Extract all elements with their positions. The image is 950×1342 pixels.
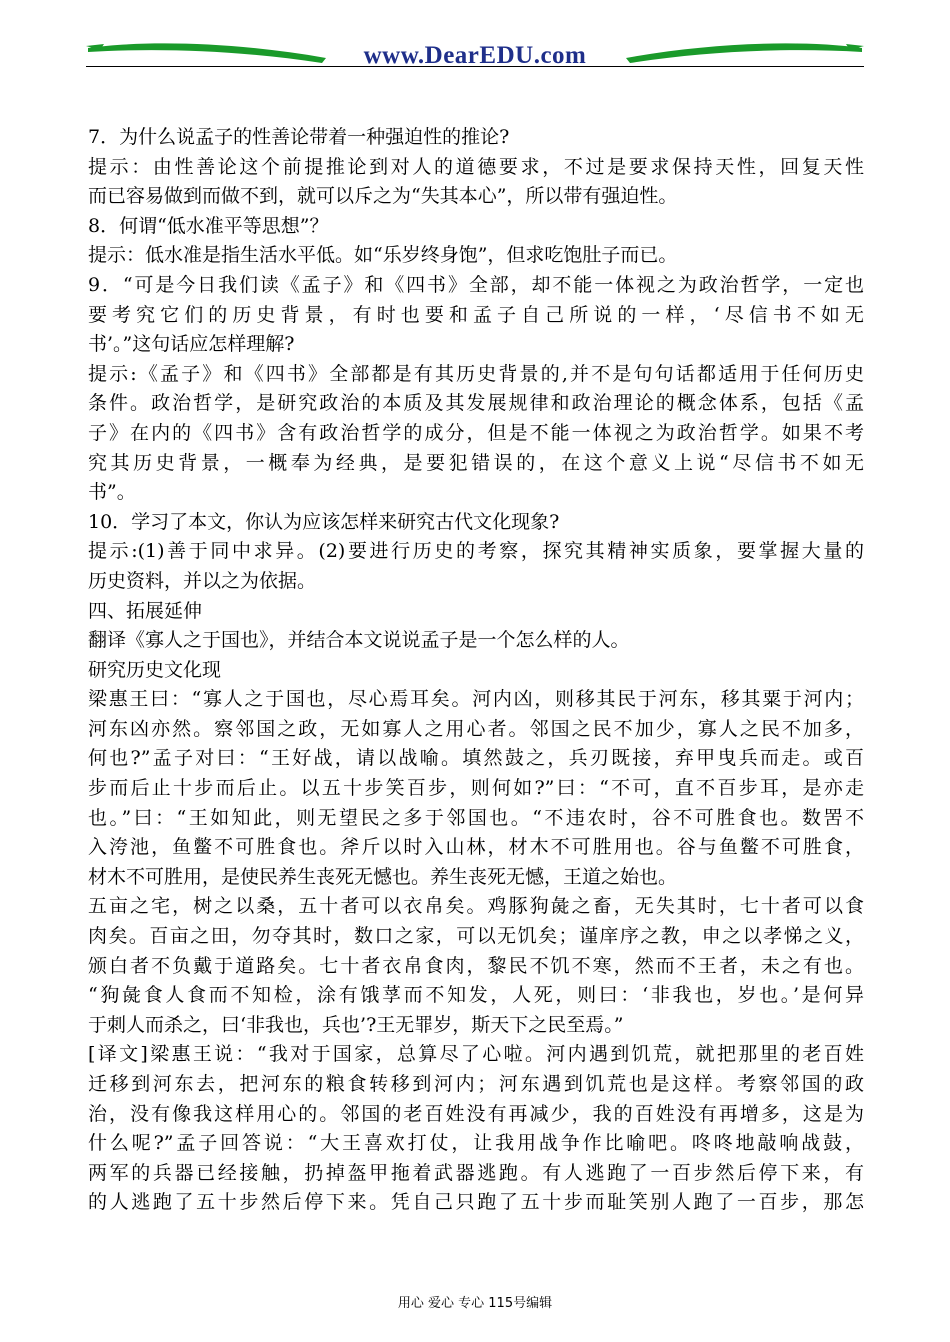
text-line: 五亩之宅，树之以桑，五十者可以衣帛矣。鸡豚狗彘之畜，无失其时，七十者可以食 — [88, 895, 864, 918]
text-line: 四、拓展延伸 — [88, 599, 203, 622]
text-line: 要考究它们的历史背景，有时也要和孟子自己所说的一样，‘尽信书不如无 — [88, 303, 864, 326]
text-line: 什么呢?”孟子回答说：“大王喜欢打仗，让我用战争作比喻吧。咚咚地敲响战鼓， — [88, 1132, 864, 1155]
text-line: 步而后止十步而后止。以五十步笑百步，则何如?”曰：“不可，直不百步耳，是亦走 — [88, 777, 864, 800]
text-line: 研究历史文化现 — [88, 658, 222, 681]
text-line: 治，没有像我这样用心的。邻国的老百姓没有再减少，我的百姓没有再增多，这是为 — [88, 1102, 864, 1125]
text-line: 提示:(1)善于同中求异。(2)要进行历史的考察，探究其精神实质象，要掌握大量的 — [88, 540, 864, 563]
text-line: 书”。 — [88, 481, 136, 504]
text-line: 9．“可是今日我们读《孟子》和《四书》全部，却不能一体视之为政治哲学，一定也 — [88, 273, 864, 296]
text-line: 何也?”孟子对曰：“王好战，请以战喻。填然鼓之，兵刃既接，弃甲曳兵而走。或百 — [88, 747, 864, 770]
text-line: 提示：低水准是指生活水平低。如“乐岁终身饱”，但求吃饱肚子而已。 — [88, 244, 678, 267]
text-line: 入洿池，鱼鳖不可胜食也。斧斤以时入山林，材木不可胜用也。谷与鱼鳖不可胜食， — [88, 836, 864, 859]
text-line: 迁移到河东去，把河东的粮食转移到河内；河东遇到饥荒也是这样。考察邻国的政 — [88, 1073, 864, 1095]
text-line: 也。”曰：“王如知此，则无望民之多于邻国也。“不违农时，谷不可胜食也。数罟不 — [88, 806, 864, 829]
text-line: 肉矣。百亩之田，勿夺其时，数口之家，可以无饥矣；谨庠序之教，申之以孝悌之义， — [88, 925, 864, 948]
text-line: 材木不可胜用，是使民养生丧死无憾也。养生丧死无憾，王道之始也。 — [88, 865, 678, 888]
text-line: 提示：由性善论这个前提推论到对人的道德要求，不过是要求保持天性，回复天性 — [88, 155, 864, 178]
text-line: 而已容易做到而做不到，就可以斥之为“失其本心”，所以带有强迫性。 — [88, 185, 678, 208]
text-line: 书’。”这句话应怎样理解? — [88, 333, 295, 356]
text-line: 河东凶亦然。察邻国之政，无如寡人之用心者。邻国之民不加少，寡人之民不加多， — [88, 717, 864, 740]
text-line: 于刺人而杀之，曰‘非我也，兵也’?王无罪岁，斯天下之民至焉。” — [88, 1013, 624, 1036]
text-line: 翻译《寡人之于国也》，并结合本文说说孟子是一个怎么样的人。 — [88, 629, 630, 652]
text-line: 条件。政治哲学，是研究政治的本质及其发展规律和政治理论的概念体系，包括《孟 — [88, 392, 864, 415]
text-line: [译文]梁惠王说：“我对于国家，总算尽了心啦。河内遇到饥荒，就把那里的老百姓 — [88, 1043, 864, 1066]
text-line: 历史资料，并以之为依据。 — [88, 569, 317, 592]
site-header — [86, 36, 864, 76]
text-line: 提示:《孟子》和《四书》全部都是有其历史背景的,并不是句句话都适用于任何历史 — [88, 362, 864, 385]
site-brand: www.DearEDU.com — [363, 42, 587, 69]
text-line: “狗彘食人食而不知检，涂有饿莩而不知发，人死，则曰：‘非我也，岁也。’是何异 — [88, 984, 864, 1007]
text-line: 10．学习了本文，你认为应该怎样来研究古代文化现象? — [88, 510, 560, 533]
text-line: 两军的兵器已经接触，扔掉盔甲拖着武器逃跑。有人逃跑了一百步然后停下来，有 — [88, 1161, 864, 1184]
text-line: 7．为什么说孟子的性善论带着一种强迫性的推论? — [88, 126, 510, 148]
document-body — [88, 123, 864, 1218]
text-line: 8．何谓“低水准平等思想”？ — [88, 214, 329, 237]
text-line: 究其历史背景，一概奉为经典，是要犯错误的，在这个意义上说“尽信书不如无 — [88, 451, 864, 474]
text-line: 颁白者不负戴于道路矣。七十者衣帛食肉，黎民不饥不寒，然而不王者，未之有也。 — [88, 954, 864, 977]
page-footer: 用心 爱心 专心 115号编辑 — [397, 1296, 553, 1311]
text-line: 的人逃跑了五十步然后停下来。凭自己只跑了五十步而耻笑别人跑了一百步，那怎 — [88, 1191, 864, 1214]
header-rule — [86, 66, 864, 67]
text-line: 梁惠王曰：“寡人之于国也，尽心焉耳矣。河内凶，则移其民于河东，移其粟于河内； — [88, 688, 864, 711]
text-line: 子》在内的《四书》含有政治哲学的成分，但是不能一体视之为政治哲学。如果不考 — [88, 421, 864, 444]
